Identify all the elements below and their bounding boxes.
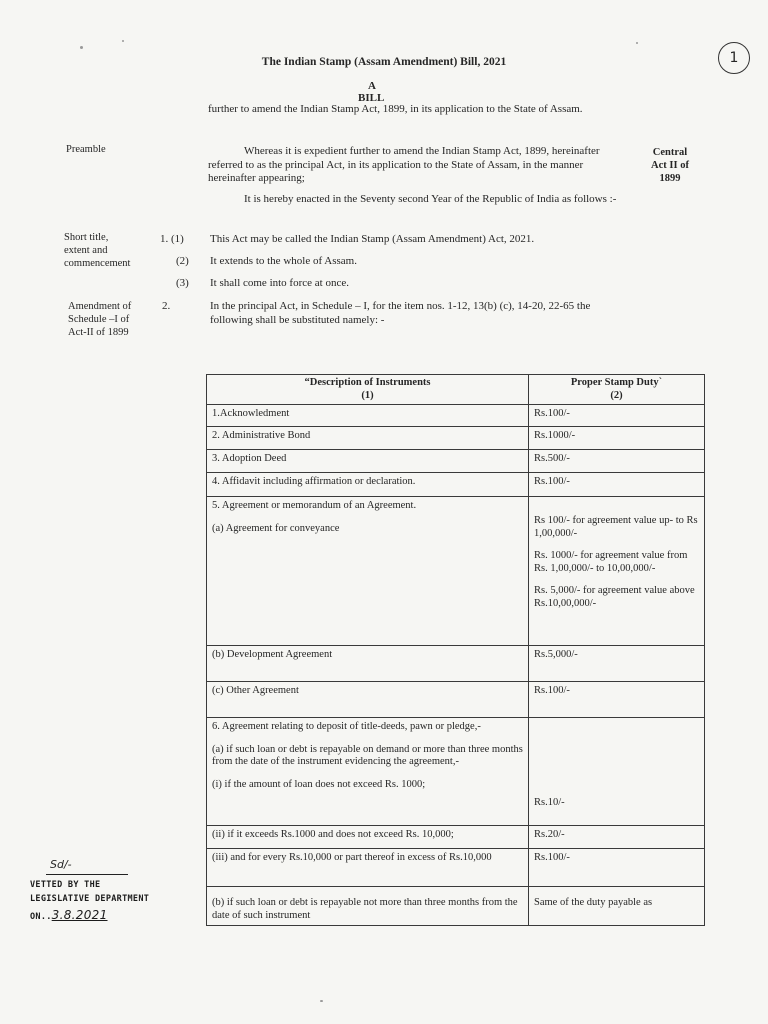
margin-note-line: Schedule –I of	[68, 314, 130, 325]
preamble-text: Whereas it is expedient further to amend the Indian Stamp Act, 1899, hereinafter referred to as the principal Act, in its application to the State of Assam, in the manner hereinafter appearing;	[208, 145, 600, 184]
margin-note-line: Act-II of 1899	[68, 327, 129, 338]
table-row	[207, 497, 705, 646]
signature-underline	[46, 874, 128, 875]
column-number: (2)	[610, 389, 623, 401]
duty-cell: Rs.5,000/-	[529, 646, 705, 682]
description-cell	[207, 718, 529, 826]
column-header-duty	[529, 375, 705, 405]
stamp-line: VETTED BY THE	[30, 880, 101, 890]
duty-cell: Rs.1000/-	[529, 427, 705, 450]
duty-cell	[529, 718, 705, 826]
duty-line: Rs. 1000/- for agreement value from Rs. 1,00,000/- to 10,00,000/-	[534, 550, 688, 574]
description-cell: 3. Adoption Deed	[207, 450, 529, 473]
duty-cell: Rs.20/-	[529, 826, 705, 849]
scan-speck	[80, 46, 83, 49]
table-row	[207, 682, 705, 718]
stamp-line: LEGISLATIVE DEPARTMENT	[30, 894, 150, 904]
duty-line: Rs. 5,000/- for agreement value above Rs.10,00,000/-	[534, 585, 695, 609]
bill-long-title: further to amend the Indian Stamp Act, 1899, in its application to the State of Assam.	[208, 103, 583, 115]
table-row	[207, 473, 705, 497]
duty-line: Rs.10/-	[534, 796, 565, 808]
margin-note-line: Short title,	[64, 232, 109, 243]
section1-margin-note	[64, 231, 130, 270]
section1-sub1-text: This Act may be called the Indian Stamp (Assam Amendment) Act, 2021.	[210, 233, 535, 245]
preamble-margin-label: Preamble	[66, 144, 106, 155]
margin-note-line: extent and	[64, 245, 108, 256]
section1-sub1-number: 1. (1)	[160, 233, 184, 245]
description-cell: 4. Affidavit including affirmation or declaration.	[207, 473, 529, 497]
page-number: 1	[718, 42, 750, 74]
bill-article: A	[368, 80, 376, 92]
scan-speck	[122, 40, 124, 42]
stamp-signature: Sd/-	[50, 858, 72, 871]
section2-number: 2.	[162, 300, 171, 312]
table-header-row	[207, 375, 705, 405]
schedule-table	[206, 374, 705, 926]
enacting-clause: It is hereby enacted in the Seventy second Year of the Republic of India as follows :-	[244, 193, 617, 205]
margin-note-line: Amendment of	[68, 301, 132, 312]
margin-note-line: commencement	[64, 258, 131, 269]
central-act-note-line: 1899	[659, 173, 681, 184]
bill-heading: BILL	[358, 92, 385, 104]
column-header-description	[207, 375, 529, 405]
duty-cell: Same of the duty payable as	[529, 887, 705, 926]
table-row	[207, 427, 705, 450]
section1-sub3-text: It shall come into force at once.	[210, 277, 349, 289]
central-act-note-line: Central	[652, 147, 688, 158]
section2-text: In the principal Act, in Schedule – I, for the item nos. 1-12, 13(b) (c), 14-20, 22-65 the following shall be substituted namely: -	[210, 300, 591, 326]
table-row	[207, 887, 705, 926]
description-line: 6. Agreement relating to deposit of title-deeds, pawn or pledge,-	[212, 721, 481, 732]
scan-speck	[320, 1000, 323, 1002]
description-cell: (c) Other Agreement	[207, 682, 529, 718]
column-header-label: “Description of Instruments	[304, 377, 431, 388]
description-cell	[207, 497, 529, 646]
description-cell: (ii) if it exceeds Rs.1000 and does not exceed Rs. 10,000;	[207, 826, 529, 849]
column-header-label: Proper Stamp Duty`	[570, 377, 663, 388]
duty-cell	[529, 497, 705, 646]
description-line: (a) if such loan or debt is repayable on demand or more than three months from the date of the instrument evidencing the agreement,-	[212, 743, 523, 767]
table-row	[207, 405, 705, 427]
description-cell: 1.Acknowledment	[207, 405, 529, 427]
description-line: (i) if the amount of loan does not exceed Rs. 1000;	[212, 778, 426, 790]
scan-speck	[636, 42, 638, 44]
page-title: The Indian Stamp (Assam Amendment) Bill, 2021	[261, 56, 507, 68]
stamp-date-line	[30, 908, 108, 922]
duty-cell: Rs.100/-	[529, 849, 705, 887]
section2-margin-note	[68, 300, 131, 339]
stamp-date: 3.8.2021	[51, 908, 108, 922]
section1-sub2-text: It extends to the whole of Assam.	[210, 255, 357, 267]
description-cell: (b) if such loan or debt is repayable not more than three months from the date of such instrument	[207, 887, 529, 926]
duty-cell: Rs.500/-	[529, 450, 705, 473]
central-act-note	[640, 146, 700, 185]
duty-cell: Rs.100/-	[529, 405, 705, 427]
duty-line: Rs 100/- for agreement value up- to Rs 1,00,000/-	[534, 515, 698, 539]
section1-sub3-number: (3)	[176, 277, 189, 289]
description-cell: 2. Administrative Bond	[207, 427, 529, 450]
description-cell: (b) Development Agreement	[207, 646, 529, 682]
description-line: (a) Agreement for conveyance	[212, 522, 340, 534]
column-number: (1)	[361, 389, 374, 401]
table-row	[207, 849, 705, 887]
table-row	[207, 450, 705, 473]
duty-cell: Rs.100/-	[529, 473, 705, 497]
section1-sub2-number: (2)	[176, 255, 189, 267]
stamp-date-prefix: ON..	[30, 912, 52, 922]
central-act-note-line: Act II of	[651, 160, 689, 171]
table-row	[207, 826, 705, 849]
table-row	[207, 646, 705, 682]
duty-cell: Rs.100/-	[529, 682, 705, 718]
description-line: 5. Agreement or memorandum of an Agreement.	[212, 500, 417, 511]
table-row	[207, 718, 705, 826]
description-cell: (iii) and for every Rs.10,000 or part thereof in excess of Rs.10,000	[207, 849, 529, 887]
